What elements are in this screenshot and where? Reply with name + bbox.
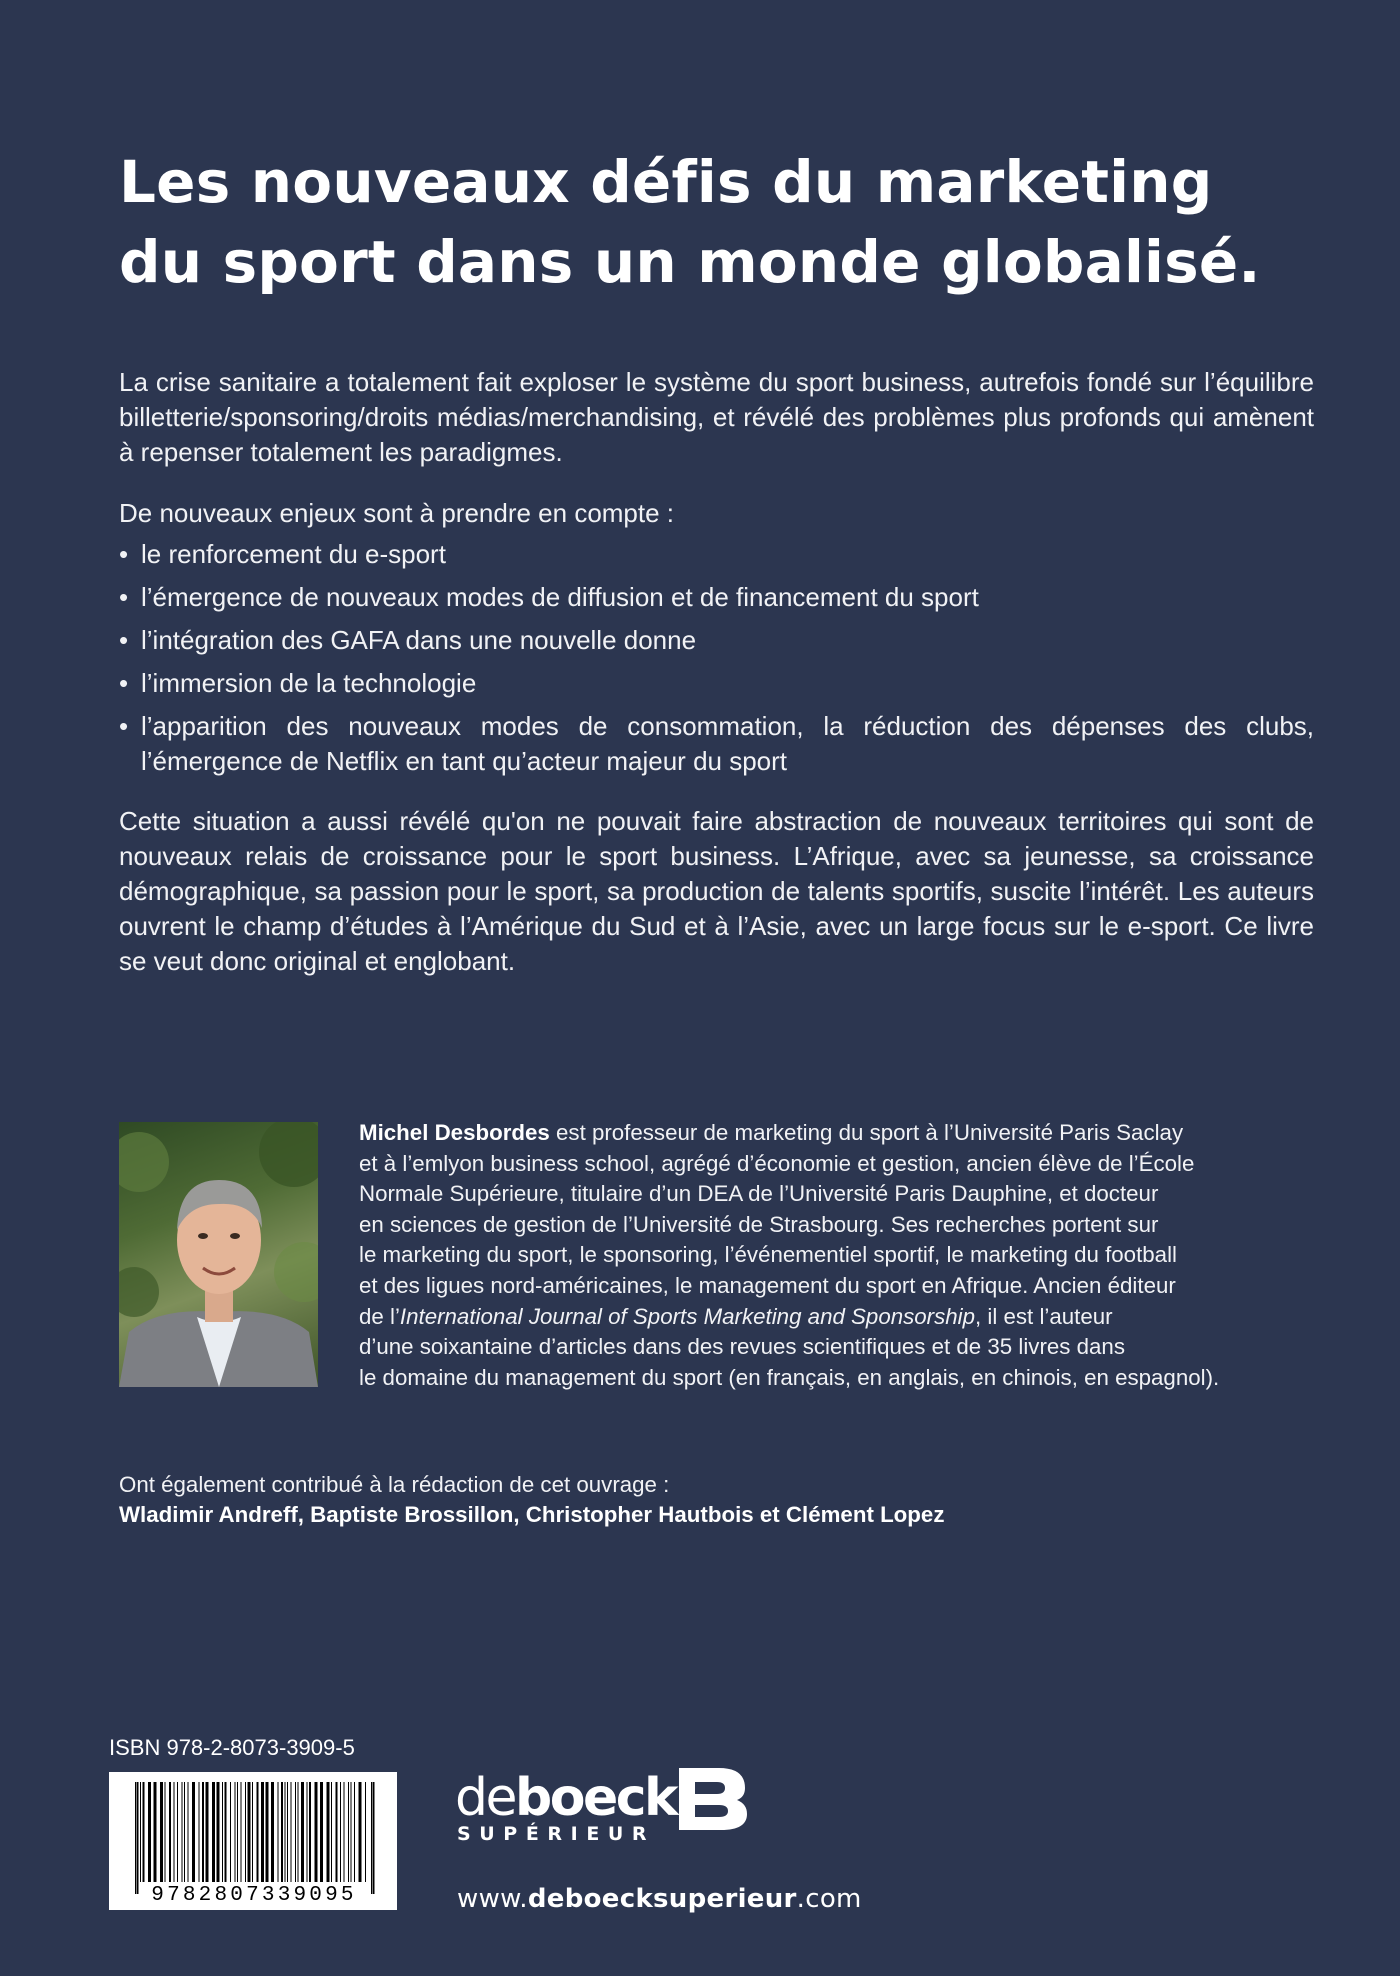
list-item: • l’intégration des GAFA dans une nouvelle donne [119, 623, 1314, 658]
contributors [119, 1470, 1219, 1530]
contributors-names: Wladimir Andreff, Baptiste Brossillon, Christopher Hautbois et Clément Lopez [119, 1502, 945, 1527]
barcode-bar [248, 1782, 251, 1882]
barcode-bar [309, 1782, 311, 1882]
barcode-bar [336, 1782, 338, 1882]
barcode-bar [222, 1782, 223, 1882]
barcode-bar [212, 1782, 215, 1882]
publisher-url[interactable]: www.deboecksuperieur.com [457, 1884, 862, 1914]
headline [119, 142, 1279, 302]
barcode-bar [354, 1782, 355, 1882]
barcode-bar [285, 1782, 286, 1882]
barcode-bar [266, 1782, 269, 1882]
publisher-logo-sub: SUPÉRIEUR [457, 1823, 656, 1845]
barcode-bar [340, 1782, 341, 1882]
list-item: • l’apparition des nouveaux modes de consommation, la réduction des dépenses des clubs, l’émergence de Netflix en tant qu’acteur majeur du sport [119, 711, 1314, 776]
publisher-logo-word: deboeck [455, 1768, 677, 1828]
barcode-bar [202, 1782, 204, 1882]
barcode-bar [160, 1782, 163, 1882]
barcode-bar [344, 1782, 345, 1882]
barcode-bar [261, 1782, 264, 1882]
bullet-icon: • [119, 668, 129, 698]
intro-paragraph: La crise sanitaire a totalement fait exploser le système du sport business, autrefois fondé sur l’équilibre billetterie/sponsoring/droits médias/merchandising, et révélé des problèmes plus profonds qui amènent à repenser totalement les paradigmes. [119, 367, 1314, 467]
barcode-bar [257, 1782, 259, 1882]
barcode-bar [291, 1782, 292, 1882]
headline-line-1: Les nouveaux défis du marketing [119, 148, 1213, 216]
barcode-bar [331, 1782, 332, 1882]
barcode-bar [320, 1782, 323, 1882]
barcode-bar [206, 1782, 209, 1882]
situation-paragraph: Cette situation a aussi révélé qu'on ne pouvait faire abstraction de nouveaux territoires qui sont de nouveaux relais de croissance pour le sport business. L’Afrique, avec sa jeunesse, sa croissance démographique, sa passion pour le sport, sa production de talents sportifs, suscite l’intérêt. Les auteurs ouvrent le champ d’études à l’Amérique du Sud et à l’Asie, avec un large focus sur le e-sport. Ce livre se veut donc original et englobant. [119, 806, 1314, 976]
list-item: • l’immersion de la technologie [119, 666, 1314, 701]
barcode-bar [188, 1782, 189, 1882]
author-photo [119, 1122, 318, 1387]
barcode-bar [278, 1782, 279, 1882]
publisher-logo [455, 1768, 755, 1848]
barcode-guard-bar [135, 1782, 137, 1894]
barcode-bar [295, 1782, 296, 1882]
contributors-label: Ont également contribué à la rédaction de cet ouvrage : [119, 1472, 670, 1497]
barcode-bar [365, 1782, 366, 1882]
issues-intro: De nouveaux enjeux sont à prendre en compte : [119, 498, 675, 528]
bullet-icon: • [119, 625, 129, 655]
barcode-bar [271, 1782, 274, 1882]
bullet-icon: • [119, 539, 129, 569]
barcode-bar [154, 1782, 157, 1882]
barcode-bar [301, 1782, 304, 1882]
journal-title: International Journal of Sports Marketing and Sponsorship [399, 1303, 976, 1329]
barcode-bar [217, 1782, 220, 1882]
barcode-bar [359, 1782, 362, 1882]
barcode-bar [184, 1782, 185, 1882]
author-portrait-illustration [119, 1122, 318, 1387]
barcode-guard-bar [373, 1782, 375, 1894]
barcode-guard-bar [137, 1782, 139, 1894]
author-bio: Michel Desbordes est professeur de marketing du sport à l’Université Paris Saclay et à l’emlyon business school, agrégé d’économie et gestion, ancien élève de l’École Normale Supérieure, titulaire d’un DEA de l’Université Paris Dauphine, et docteur en sciences de gestion de l’Université de Strasbourg. Ses recherches portent sur le marketing du sport, le sponsoring, l’événementiel sportif, le marketing du football et des ligues nord-américaines, le management du sport en Afrique. Ancien éditeur de l’International Journal of Sports Marketing and Sponsorship, il est l’auteur d’une soixantaine d’articles dans des revues scientifiques et de 35 livres dans le domaine du management du sport (en français, en anglais, en chinois, en espagnol). [359, 1120, 1220, 1390]
barcode-bar [140, 1782, 141, 1882]
barcode-bar [174, 1782, 175, 1882]
issues-list [119, 537, 1314, 787]
headline-line-2: du sport dans un monde globalisé. [119, 228, 1261, 296]
author-name: Michel Desbordes [359, 1120, 550, 1145]
barcode-digits: 9782807339095 [151, 1884, 357, 1907]
barcode-bar [143, 1782, 145, 1882]
barcode-bar [252, 1782, 253, 1882]
bullet-icon: • [119, 582, 129, 612]
barcode-bar [281, 1782, 283, 1882]
barcode-bar [327, 1782, 330, 1882]
barcode-bar [235, 1782, 236, 1882]
barcode-bar [182, 1782, 183, 1882]
barcode-bar [315, 1782, 318, 1882]
barcode-bar [169, 1782, 171, 1882]
barcode-bar [348, 1782, 349, 1882]
barcode-bar [225, 1782, 227, 1882]
barcode-bar [245, 1782, 246, 1882]
isbn-label: ISBN 978-2-8073-3909-5 [109, 1735, 355, 1760]
bullet-icon: • [119, 711, 129, 741]
barcode-bar [199, 1782, 200, 1882]
list-item: • l’émergence de nouveaux modes de diffusion et de financement du sport [119, 580, 1314, 615]
barcode-bar [148, 1782, 151, 1882]
list-item: • le renforcement du e-sport [119, 537, 1314, 572]
barcode-bar [307, 1782, 308, 1882]
barcode-bar [230, 1782, 231, 1882]
publisher-b-mark-icon [679, 1768, 747, 1830]
barcode-bar [237, 1782, 238, 1882]
barcode-bar [298, 1782, 299, 1882]
barcode [109, 1772, 397, 1910]
barcode-bar [165, 1782, 166, 1882]
barcode-bar [192, 1782, 195, 1882]
barcode-bar [287, 1782, 288, 1882]
barcode-guard-bar [371, 1782, 373, 1894]
barcode-bar [177, 1782, 178, 1882]
barcode-bar [241, 1782, 242, 1882]
barcode-bar [351, 1782, 352, 1882]
